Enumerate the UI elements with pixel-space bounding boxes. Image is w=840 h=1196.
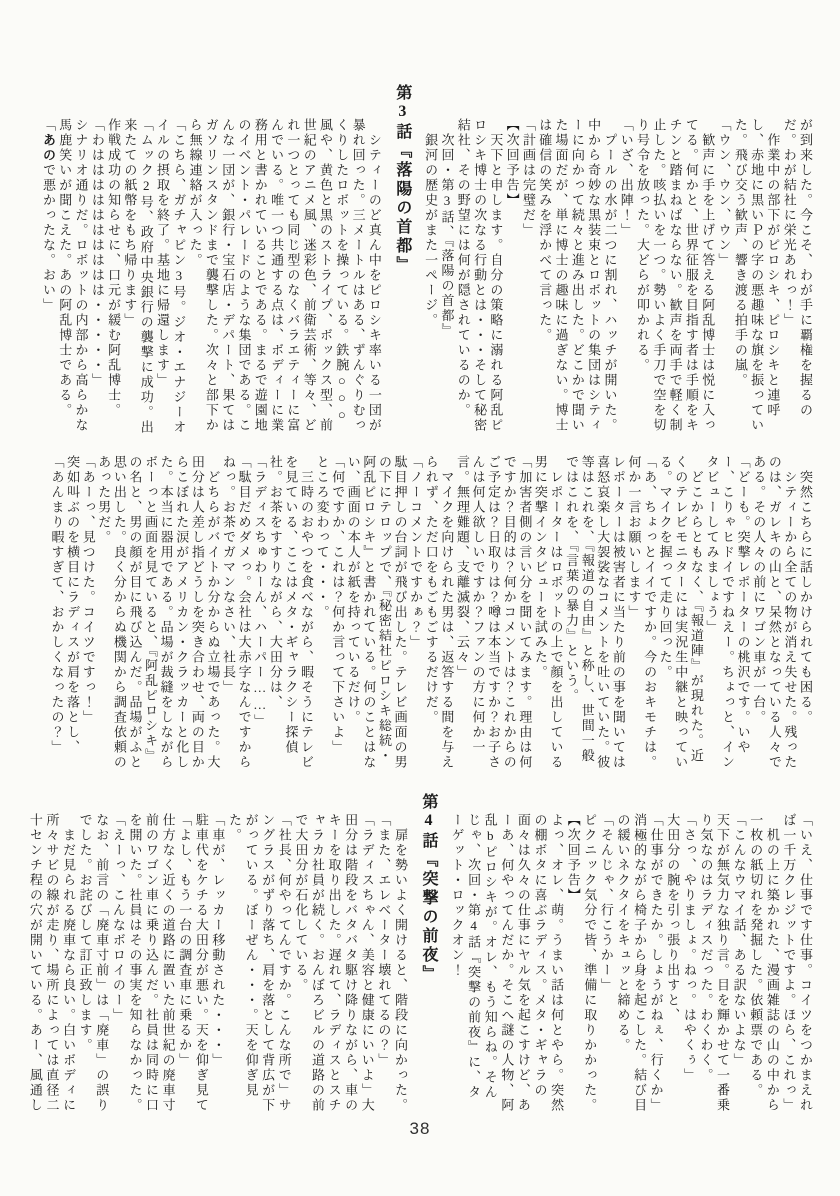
paragraph: 「さっ、やりましょ。ねっ。はやくぅ」 — [681, 813, 697, 1083]
paragraph: 「そんじゃ、行こうかー」 — [598, 813, 614, 993]
paragraph: 消極的ながら椅子から身を起こした。結び目の緩いネクタイをキュッと締める。 — [615, 813, 648, 1113]
paragraph: シナリオ通りだ。ロボットの内部から高らかな馬鹿笑いが聞こえた。あの阿乱博士である。 — [57, 118, 89, 433]
paragraph: 「車が、レッカー移動された・・・」 — [210, 813, 226, 1068]
paragraph: 扉を勢いよく開けると、階段に向かった。 — [392, 813, 408, 1113]
paragraph: 「こんなウマイ話、ある訳ないよな」 — [731, 813, 747, 1068]
paragraph: 天下と申します。自分の策略に溺れる阿乱ピロシキ博士の次なる行動とは・・・そして秘密結社、その野望には何が隠されているのか。 — [455, 118, 504, 433]
paragraph: 「仕事ができたか。しょうがねぇ、行くか」 — [648, 813, 664, 1113]
paragraph: 突然こちらに話しかけられても困る。 — [798, 455, 813, 725]
paragraph: 銀河の歴史がまた一ページ。 — [423, 118, 439, 328]
page-number: 38 — [409, 1119, 431, 1138]
paragraph: まだ見られる廃車なら良い。白いボディに所々サビの線が走り、場所によっては直径二十センチ程の穴が開いている。あー、風通し — [27, 813, 77, 1113]
paragraph: 「駄目だめダメっ。会社は大赤字なんですからねっ。お茶でガマンなさい、社長」 — [221, 455, 252, 770]
paragraph: 次回・第3話、『落陽の首都』 — [439, 118, 455, 339]
paragraph: マイクを向けられた男は、返答する間を与えられず、ただ口をもごもごするだけだ。 — [423, 455, 455, 770]
chapter-4-heading: 第4話『突撃の前夜』 — [419, 793, 437, 984]
paragraph: 歓声に手を上げて答える阿乱博士は悦に入ってる。何かと、世界征服を目指す者は手順をキチンと踏まねばならない。歓声を両手で軽く制止した。咳払いを一つ。勢いよく手刀で空を切り号令を放った。大どらが叩かれる。 — [635, 118, 716, 433]
paragraph: 「あんまり暇すぎて、おかしくなったの？」 — [49, 455, 65, 755]
text-band-middle — [49, 455, 813, 771]
paragraph: 「何ですか、これは？何か言って下さいよ」 — [330, 455, 346, 755]
paragraph: 作業中の部下がピロシキ、ピロシキと連呼し、赤地に黒いＰの字の悪趣味な旗を振っていた。飛び交う歓声、響き渡る拍手の嵐。 — [732, 118, 781, 433]
paragraph: どこからともなく、『報道陣』が現れた。近くのテレビモニターには実況生中継と映っている。マイクを握って走り回った。 — [657, 455, 704, 770]
paragraph: 「社長、何やってんですか。こんな所で」サングラスがずり落ち、肩を落として背広が下がっている。ぼーぜん・・・。天を仰ぎ見た。 — [227, 813, 292, 1113]
paragraph: 「ラディスちゅわーん、ハーパー……」 — [252, 455, 268, 729]
paragraph: 【次回予告】 — [565, 813, 581, 903]
paragraph: なお、前言の「廃車寸前」は「廃車」の誤りでした。お詫びして訂正致します。 — [77, 813, 110, 1113]
paragraph: 「加害者側の言い分を聞いてみます。理由は何ですか？目的は？何かコメントは？これからのご予定は？日取りは？噂は本当ですか？お子さんは何人欲しいですか？ファンの方に何か一言。無理難題、支離滅裂、云々」 — [454, 455, 533, 770]
paragraph: 「ムック2号、政府中央銀行の襲撃に成功。出来たての紙幣をもち帰ります」 — [122, 118, 154, 435]
paragraph: 「えーっ、こんなボロイのー」 — [110, 813, 126, 1023]
paragraph: ところ変わって・・・。 — [314, 455, 330, 620]
paragraph: ピクニック気分で皆、準備に取りかかった。 — [582, 813, 598, 1113]
paragraph: 天下が無気力な独り言。目を輝かせて一番乗り気なのはラディスだった。わくわく。 — [698, 813, 731, 1113]
paragraph: 「いえ、仕事です仕事。コイツをつかまえれば一千万クレジットですよ。ほら、これっ」 — [781, 813, 813, 1113]
paragraph: 「計画は完璧だ」 — [520, 118, 536, 238]
paragraph: 仕方なく近くの道路に置いた前世紀の廃車寸前のワゴン車に乗り込んだ。社員は同時に口を開いた。社員はその事実を知らなかった。 — [127, 813, 176, 1113]
text-band-top — [40, 84, 813, 436]
paragraph: 駐車代をケチる大田分が悪い。天を仰ぎ見て — [193, 813, 209, 1113]
paragraph: 突如叫ぶのを横目にラディスが肩を落とし、 — [65, 455, 81, 755]
paragraph: 「いざ、出陣！」 — [618, 118, 634, 238]
paragraph: 「ノーコメントですかぁ？」 — [408, 455, 424, 650]
paragraph: が到来した。今こそ、わが手に覇権を握るのだ。わが結社に栄光あれっ！」 — [781, 118, 813, 418]
text-band-bottom — [27, 793, 813, 1113]
emphasized-text: あの — [40, 133, 56, 163]
paragraph: よっ、オレ、萌。うまい話は何とやら。突然の棚ボタに喜ぶラディス。メタ・ギャラの面々は久々の仕事にヤル気を起こすけど、あーあ、何やってんだか。そこへ謎の人物、阿乱bピロシキが。オレ、もう知らね。そんじゃ、次回・第4話『突撃の前夜』に、ターゲット・ロックオン！ — [449, 813, 565, 1113]
paragraph: 机の上に築かれた、漫画雑誌の山の中から一枚の紙切れを発掘した。依頼票である。 — [748, 813, 780, 1113]
paragraph: 駄目押しの台詞が飛び出した。テレビ画面の男の下にテロップで、『秘密結社ピロシキ総統・阿乱ピロシキ』と書かれている。何のことはない、画面の本人が紙を持っているだけ。 — [345, 455, 408, 770]
paragraph: シティーのど真ん中をピロシキ率いる一団が暴れ回った。三メートルはある、ずんぐりむっくりしたロボットを操っている。鉄腕○○○風や、黄色と黒のストライプ、ボックス型、前世紀のアニメ風、迷彩色、前衛芸術、等々、どれ一つとっても同じ型のなくバラエティーに富んでいる。唯一つ共通する点は、ボディーに業務用と書かれていることである。まるで遊園地のイベント・パレードのような集団である。こんな一団が、銀行・宝石店・デパート、果てはガソリンスタンドまで襲撃した。次々と部下から無線連絡が入った。 — [187, 118, 382, 433]
paragraph: 作戦成功の知らせに、口元が緩む阿乱博士。 — [106, 118, 122, 418]
paragraph: レポーターはロボットの上で顔を出している男に突撃インタビューを試みた。 — [532, 455, 564, 770]
paragraph: 「こちら、ガチャピン3号。ジオ・エナジーオイルの摂取を終了。基地に帰還します」 — [155, 118, 187, 435]
paragraph: 「どーも。突撃レポーターの桃沢です。いやー、こりゃヒドイですねえー。ちょっと、インタビューしてみましょう」 — [704, 455, 751, 770]
paragraph: 「わはははははははははは・・・・・」 — [89, 118, 105, 388]
paragraph: 「ウン、ウン、ウン」 — [716, 118, 732, 268]
paragraph: 「あので悪かったな。おい」 — [40, 118, 56, 313]
paragraph: 三時のおやつを食べながら、暇そうにテレビを見ている、ここはメタ・ギャラクシー探偵社。お茶をすすりながら、大田分は、 — [267, 455, 314, 770]
chapter-3-heading: 第3話『落陽の首都』 — [393, 84, 411, 275]
paragraph: 「ラディスちゃん、美容と健康にいいよ」大田分は階段をバタバタ駆け降りながら、車のキーを取り出した。遅れて、ラディスとスチャラカ社員が続く。おんぼろビルの道路の前で大田分が石化している。 — [293, 813, 375, 1113]
paragraph: 「あ、ちょっとイイですか。今のおキモチは。何か一言お願いします」 — [626, 455, 658, 770]
paragraph: どちらがバイトか分からぬ立場であった。大田分は人差し指どうしを突き合わせ、両の目からこぼれた涙がアメリカン・クラッカーと化した。本当に器用である。品場が裁縫をしながらボーっと画面を見ていると、『阿乱ピロシキ』の名と、男の顔が目に飛び込んだ。品場がふと思い出した。良く分からぬ機関から調査依頼のあった男だ。 — [96, 455, 221, 770]
paragraph: レポーターは被害者に当たり前の事を聞いては喜怒哀楽し大袈裟なコメントを吐いていた。彼等はこれを、『報道の自由』と称し、世間一般ではこれを、『言葉の暴力』という。 — [564, 455, 626, 770]
paragraph: シティーから全ての物が消え失せた。残ったのは、ガレキの山と、呆然となっている人々である。その人々の前にワゴン車が一台。 — [751, 455, 798, 770]
paragraph: 「よし、もう一台の調査車に乗るか」 — [177, 813, 193, 1068]
paragraph: 「また、エレベーター壊れてるの？」 — [376, 813, 392, 1068]
paragraph: 大田分の腕を引っ張り出すと、 — [665, 813, 681, 1023]
paragraph: 「あーっ、見つけた。コイツですっ！」 — [80, 455, 96, 725]
paragraph: プールの水が二つに割れ、ハッチが開いた。中から奇妙な黒装束とロボットの集団はシティーに向かって続々と進み出した。どこかで聞いた場面だが、単に博士の趣味に過ぎない。博士は確信の笑みを浮かべて言った。 — [537, 118, 618, 433]
paragraph: 【次回予告】 — [504, 118, 520, 208]
